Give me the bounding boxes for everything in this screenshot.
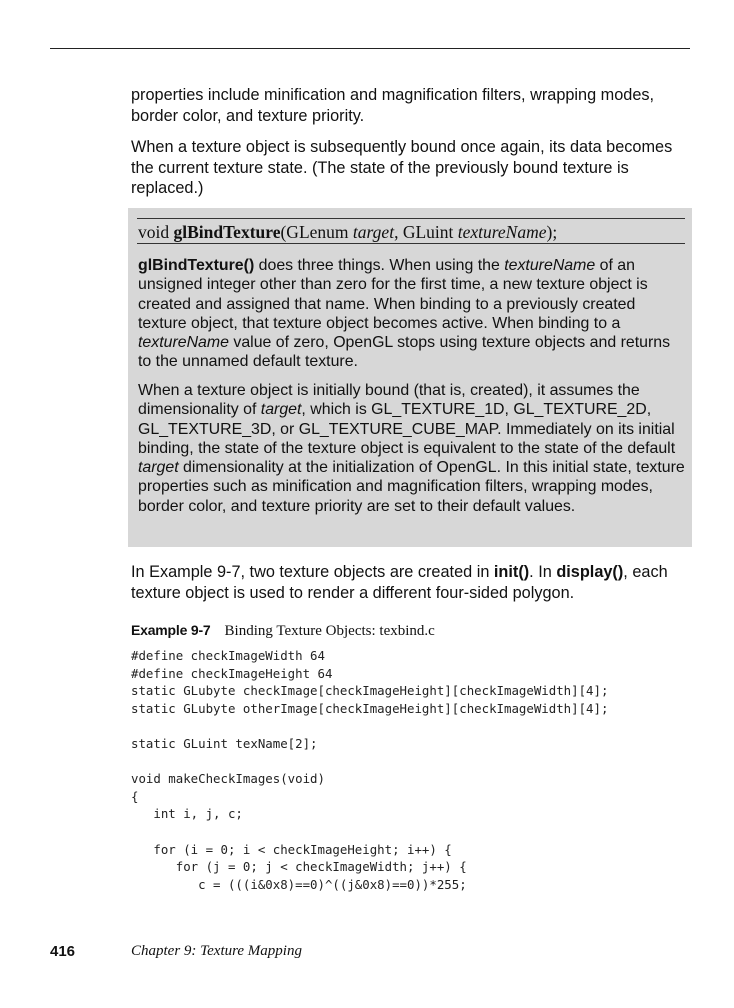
example-title: Binding Texture Objects: texbind.c	[224, 623, 435, 639]
text-run: value of zero, OpenGL stops using texture objects and returns to the unnamed default texture.	[138, 334, 671, 371]
paragraph	[131, 562, 691, 603]
function-name: glBindTexture	[173, 222, 281, 242]
box-signature-rule	[137, 243, 685, 244]
text-run: of an unsigned integer other than zero for the first time, a new texture object is created and assigned that name. When binding to a previously created texture object, that texture object becomes active. When binding to a	[138, 257, 648, 332]
function-ref: init()	[493, 563, 530, 581]
header-rule	[50, 48, 690, 49]
code-listing: #define checkImageWidth 64 #define checkImageHeight 64 static GLubyte checkImage[checkImageHeight][checkImageWidth][4]; static GLubyte otherImage[checkImageHeight][checkImageWidth][4]; static GLuint texName[2]; void makeCheckImages(void) { int i, j, c; for (i = 0; i < checkImageHeight; i++) { for (j = 0; j < checkImageWidth; j++) { c = (((i&0x8)==0)^((j&0x8)==0))*255;	[131, 648, 609, 892]
param-texture-name: textureName	[457, 222, 547, 242]
box-paragraph	[138, 381, 686, 516]
italic-term: target	[260, 401, 302, 419]
function-signature	[138, 222, 557, 242]
italic-term: textureName	[504, 257, 596, 274]
function-ref: glBindTexture()	[138, 257, 255, 274]
text-run: , each texture object is used to render a different four-sided polygon.	[131, 563, 668, 602]
text-run: , which is GL_TEXTURE_1D, GL_TEXTURE_2D, GL_TEXTURE_3D, or GL_TEXTURE_CUBE_MAP. Immediately on its initial binding, the state of the texture object is equivalent to the state of the default	[138, 401, 676, 457]
param-target: target	[352, 222, 395, 242]
example-caption	[131, 622, 435, 640]
function-ref: display()	[556, 563, 624, 581]
paragraph: properties include minification and magnification filters, wrapping modes, border color, and texture priority.	[131, 86, 655, 125]
box-top-rule	[137, 218, 685, 219]
chapter-title: Chapter 9: Texture Mapping	[131, 943, 302, 959]
signature-part: );	[546, 222, 558, 242]
italic-term: target	[138, 459, 179, 477]
example-label: Example 9-7	[131, 622, 211, 638]
paragraph: When a texture object is subsequently bound once again, its data becomes the current texture state. (The state of the previously bound texture is replaced.)	[131, 138, 673, 197]
text-run: When a texture object is initially bound (that is, created), it assumes the dimensionality of	[138, 382, 640, 419]
return-type: void	[138, 222, 174, 242]
signature-part: , GLuint	[394, 222, 458, 242]
text-run: dimensionality at the initialization of OpenGL. In this initial state, texture properties such as minification and magnification filters, wrapping modes, border color, and texture priority are set to their default values.	[138, 459, 685, 515]
text-run: does three things. When using the	[254, 257, 505, 274]
italic-term: textureName	[138, 334, 229, 352]
box-paragraph	[138, 256, 686, 372]
text-run: . In	[529, 563, 557, 581]
page-number: 416	[50, 943, 76, 960]
text-run: In Example 9-7, two texture objects are created in	[131, 563, 494, 581]
signature-part: (GLenum	[280, 222, 353, 242]
